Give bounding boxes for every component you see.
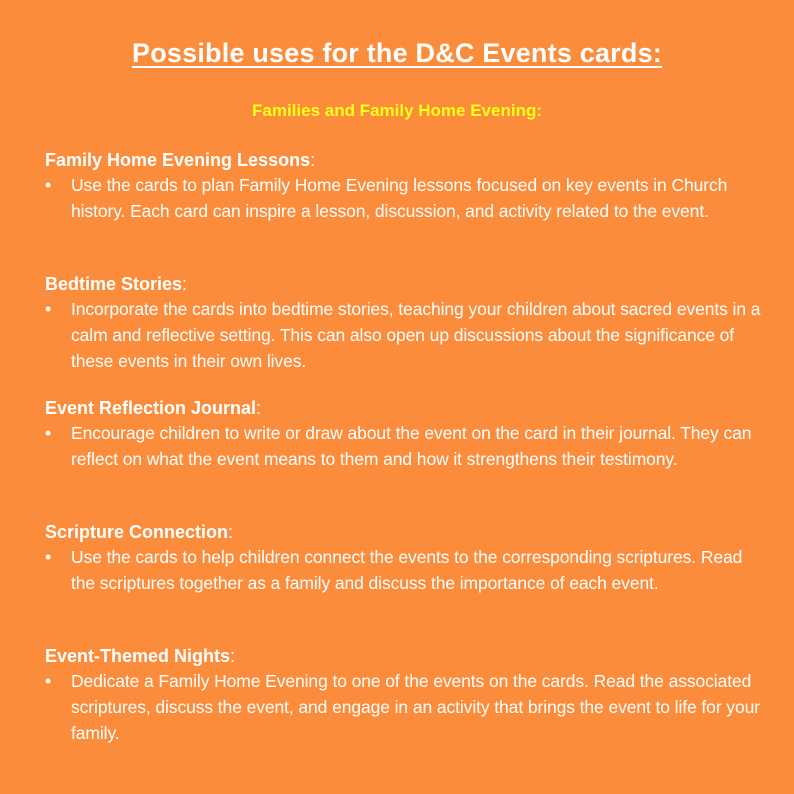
use-section	[45, 396, 770, 520]
uses-list	[45, 148, 770, 768]
heading-colon: :	[182, 274, 188, 294]
use-heading-label: Bedtime Stories	[45, 274, 183, 294]
use-section	[45, 520, 770, 644]
bullet-icon: •	[45, 423, 52, 443]
use-heading-label: Scripture Connection	[45, 522, 229, 542]
bullet-text: Dedicate a Family Home Evening to one of the events on the cards. Read the associated scriptures, discuss the event, and engage in an activity that brings the event to life for your family.	[71, 671, 760, 743]
bullet-item	[45, 668, 770, 746]
heading-colon: :	[228, 522, 234, 542]
section-subtitle: Families and Family Home Evening:	[251, 101, 543, 120]
heading-colon: :	[256, 398, 262, 418]
bullet-icon: •	[45, 671, 52, 691]
bullet-text: Encourage children to write or draw about the event on the card in their journal. They can reflect on what the event means to them and how it strengthens their testimony.	[71, 423, 752, 469]
bullet-text: Use the cards to help children connect the events to the corresponding scriptures. Read the scriptures together as a family and discuss the importance of each event.	[71, 547, 743, 593]
use-heading-label: Event Reflection Journal	[45, 398, 257, 418]
bullet-icon: •	[45, 547, 52, 567]
bullet-item	[45, 544, 770, 596]
heading-colon: :	[230, 646, 236, 666]
use-heading	[45, 644, 770, 668]
bullet-item	[45, 420, 770, 472]
bullet-icon: •	[45, 175, 52, 195]
use-section	[45, 272, 770, 396]
bullet-text: Use the cards to plan Family Home Evening lessons focused on key events in Church history. Each card can inspire a lesson, discussion, and activity related to the event.	[71, 175, 728, 221]
use-heading	[45, 272, 770, 296]
heading-colon: :	[310, 150, 316, 170]
use-section	[45, 644, 770, 768]
bullet-item	[45, 172, 770, 224]
bullet-text: Incorporate the cards into bedtime stories, teaching your children about sacred events in a calm and reflective setting. This can also open up discussions about the significance of these events in their own lives.	[71, 299, 761, 371]
use-section	[45, 148, 770, 272]
use-heading-label: Event-Themed Nights	[45, 646, 231, 666]
use-heading-label: Family Home Evening Lessons	[45, 150, 311, 170]
bullet-item	[45, 296, 770, 374]
use-heading	[45, 520, 770, 544]
use-heading	[45, 148, 770, 172]
bullet-icon: •	[45, 299, 52, 319]
use-heading	[45, 396, 770, 420]
page-title: Possible uses for the D&C Events cards:	[132, 38, 662, 68]
